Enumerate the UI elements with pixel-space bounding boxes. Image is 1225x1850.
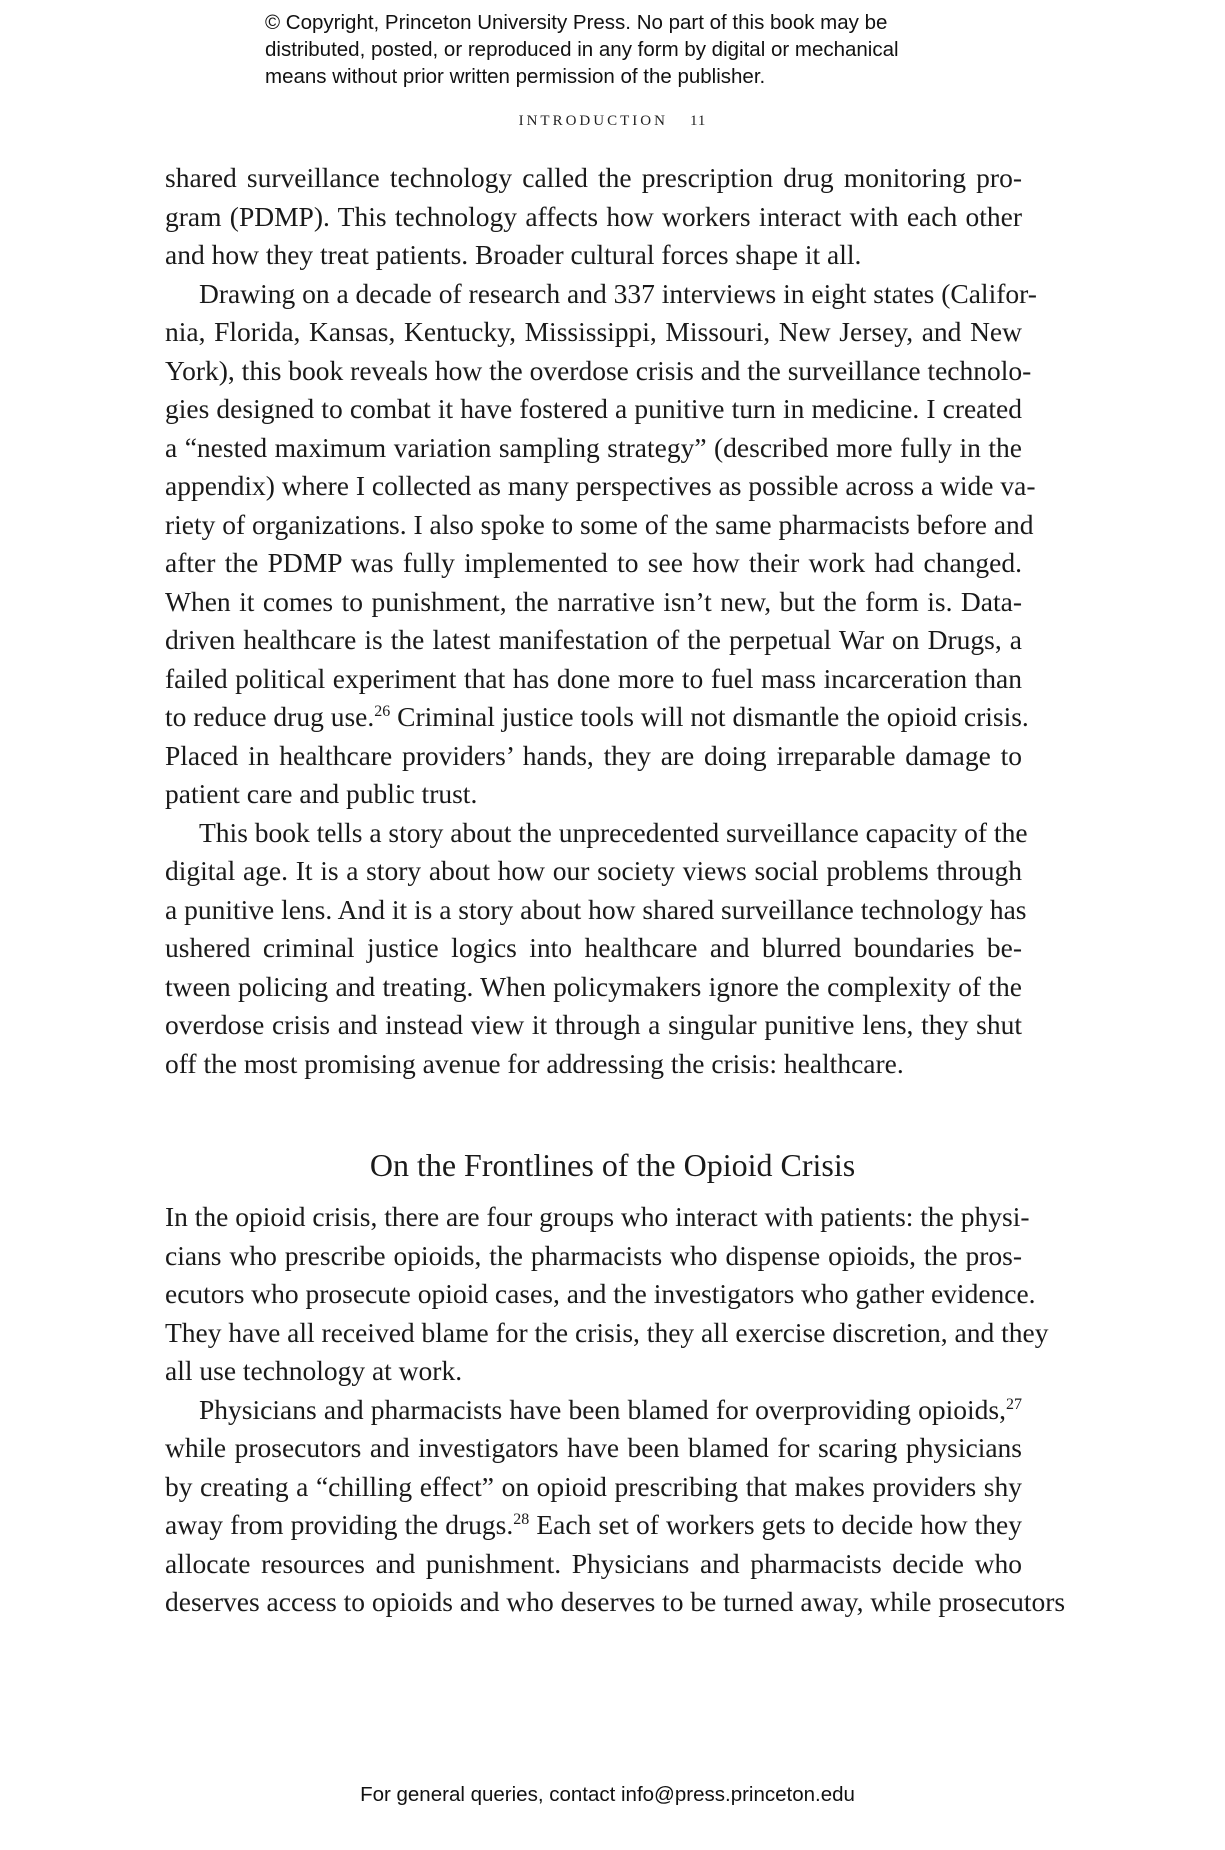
line-text: failed political experiment that has done more to fuel mass incarceration than — [165, 662, 1022, 694]
body-text-bottom — [165, 1198, 1066, 1622]
line-text: while prosecutors and investigators have been blamed for scaring physicians — [165, 1432, 1022, 1463]
text-line — [165, 1429, 1022, 1468]
copyright-line: means without prior written permission of the publisher. — [265, 65, 766, 88]
text-line — [165, 544, 1022, 583]
text-line — [165, 1314, 1049, 1353]
text-line — [165, 814, 1028, 853]
line-text: gies designed to combat it have fostered a punitive turn in medicine. I created — [165, 393, 1022, 424]
text-line — [165, 429, 1022, 468]
text-line — [165, 1237, 1022, 1276]
line-text: a “nested maximum variation sampling strategy” (described more fully in the — [165, 431, 1022, 463]
line-text: appendix) where I collected as many perspectives as possible across a wide va- — [165, 470, 1036, 501]
text-line — [165, 929, 1022, 968]
footer-contact: For general queries, contact info@press.princeton.edu — [360, 1783, 855, 1806]
line-text: by creating a “chilling effect” on opioid prescribing that makes providers shy — [165, 1470, 1022, 1502]
footnote-reference[interactable]: 26 — [374, 703, 391, 720]
line-text: after the PDMP was fully implemented to see how their work had changed. — [165, 547, 1022, 578]
copyright-line: © Copyright, Princeton University Press. No part of this book may be — [265, 11, 888, 34]
text-line — [165, 775, 1022, 814]
line-text: York), this book reveals how the overdose crisis and the surveillance technolo- — [165, 354, 1032, 386]
line-text: In the opioid crisis, there are four groups who interact with patients: the physi- — [165, 1201, 1030, 1232]
line-text: Criminal justice tools will not dismantle the opioid crisis. — [390, 701, 1029, 732]
line-text: shared surveillance technology called the prescription drug monitoring pro- — [165, 162, 1022, 193]
line-text: gram (PDMP). This technology affects how workers interact with each other — [165, 200, 1022, 232]
line-text: Drawing on a decade of research and 337 interviews in eight states (Califor- — [199, 277, 1037, 309]
text-line — [165, 159, 1022, 198]
text-line — [165, 198, 1022, 237]
text-line — [165, 698, 1029, 737]
text-line — [165, 1506, 1022, 1545]
text-line — [165, 390, 1022, 429]
text-line — [165, 313, 1022, 352]
line-text: They have all received blame for the crisis, they all exercise discretion, and they — [165, 1316, 1049, 1348]
line-text: nia, Florida, Kansas, Kentucky, Mississippi, Missouri, New Jersey, and New — [165, 316, 1022, 347]
footnote-reference[interactable]: 28 — [513, 1511, 530, 1528]
line-text: This book tells a story about the unprecedented surveillance capacity of the — [199, 816, 1028, 848]
line-text: off the most promising avenue for addressing the crisis: healthcare. — [165, 1047, 904, 1079]
text-line — [165, 621, 1022, 660]
line-text: Each set of workers gets to decide how they — [529, 1509, 1023, 1540]
line-text: away from providing the drugs. — [165, 1509, 514, 1540]
text-line — [165, 275, 1037, 314]
line-text: and how they treat patients. Broader cultural forces shape it all. — [165, 239, 862, 270]
line-text: ecutors who prosecute opioid cases, and the investigators who gather evidence. — [165, 1278, 1036, 1309]
line-text: patient care and public trust. — [165, 778, 478, 809]
body-text-top — [165, 159, 1037, 1083]
line-text: to reduce drug use. — [165, 701, 375, 732]
copyright-notice — [265, 9, 899, 90]
line-text: tween policing and treating. When policymakers ignore the complexity of the — [165, 970, 1022, 1002]
line-text: Placed in healthcare providers’ hands, they are doing irreparable damage to — [165, 739, 1022, 771]
text-line — [165, 1468, 1022, 1507]
line-text: deserves access to opioids and who deserves to be turned away, while prosecutors — [165, 1586, 1066, 1617]
line-text: cians who prescribe opioids, the pharmacists who dispense opioids, the pros- — [165, 1239, 1022, 1271]
copyright-line: distributed, posted, or reproduced in any form by digital or mechanical — [265, 38, 899, 61]
text-line — [165, 1391, 1022, 1430]
line-text: all use technology at work. — [165, 1355, 463, 1386]
paragraph — [165, 159, 1022, 275]
line-text: a punitive lens. And it is a story about how shared surveillance technology has — [165, 893, 1027, 925]
text-line — [165, 852, 1022, 891]
text-line — [165, 891, 1027, 930]
text-line — [165, 968, 1022, 1007]
text-line — [165, 660, 1022, 699]
text-line — [165, 1545, 1022, 1584]
footnote-reference[interactable]: 27 — [1006, 1395, 1022, 1413]
paragraph — [165, 275, 1037, 814]
text-line — [165, 1198, 1030, 1237]
text-line — [165, 737, 1022, 776]
line-text: Physicians and pharmacists have been blamed for overproviding opioids, — [199, 1393, 1006, 1425]
text-line — [165, 1352, 1022, 1391]
text-line — [165, 583, 1022, 622]
text-line — [165, 1275, 1036, 1314]
line-text: overdose crisis and instead view it through a singular punitive lens, they shut — [165, 1009, 1022, 1040]
text-line — [165, 506, 1034, 545]
paragraph — [165, 1391, 1066, 1622]
line-text: When it comes to punishment, the narrative isn’t new, but the form is. Data- — [165, 585, 1022, 617]
paragraph — [165, 1198, 1049, 1391]
line-text: ushered criminal justice logics into healthcare and blurred boundaries be- — [165, 932, 1022, 963]
text-line — [165, 1006, 1022, 1045]
paragraph — [165, 814, 1028, 1084]
text-line — [165, 1045, 1022, 1084]
line-text: driven healthcare is the latest manifestation of the perpetual War on Drugs, a — [165, 624, 1022, 655]
section-heading: On the Frontlines of the Opioid Crisis — [369, 1147, 856, 1183]
running-head — [0, 113, 1225, 130]
text-line — [165, 236, 1022, 275]
line-text: riety of organizations. I also spoke to some of the same pharmacists before and — [165, 508, 1034, 540]
text-line — [165, 352, 1032, 391]
text-line — [165, 467, 1036, 506]
line-text: allocate resources and punishment. Physicians and pharmacists decide who — [165, 1547, 1022, 1579]
line-text: digital age. It is a story about how our society views social problems through — [165, 855, 1022, 886]
page-number: 11 — [689, 113, 707, 129]
text-line — [165, 1583, 1066, 1622]
running-head-section: INTRODUCTION — [518, 113, 668, 129]
